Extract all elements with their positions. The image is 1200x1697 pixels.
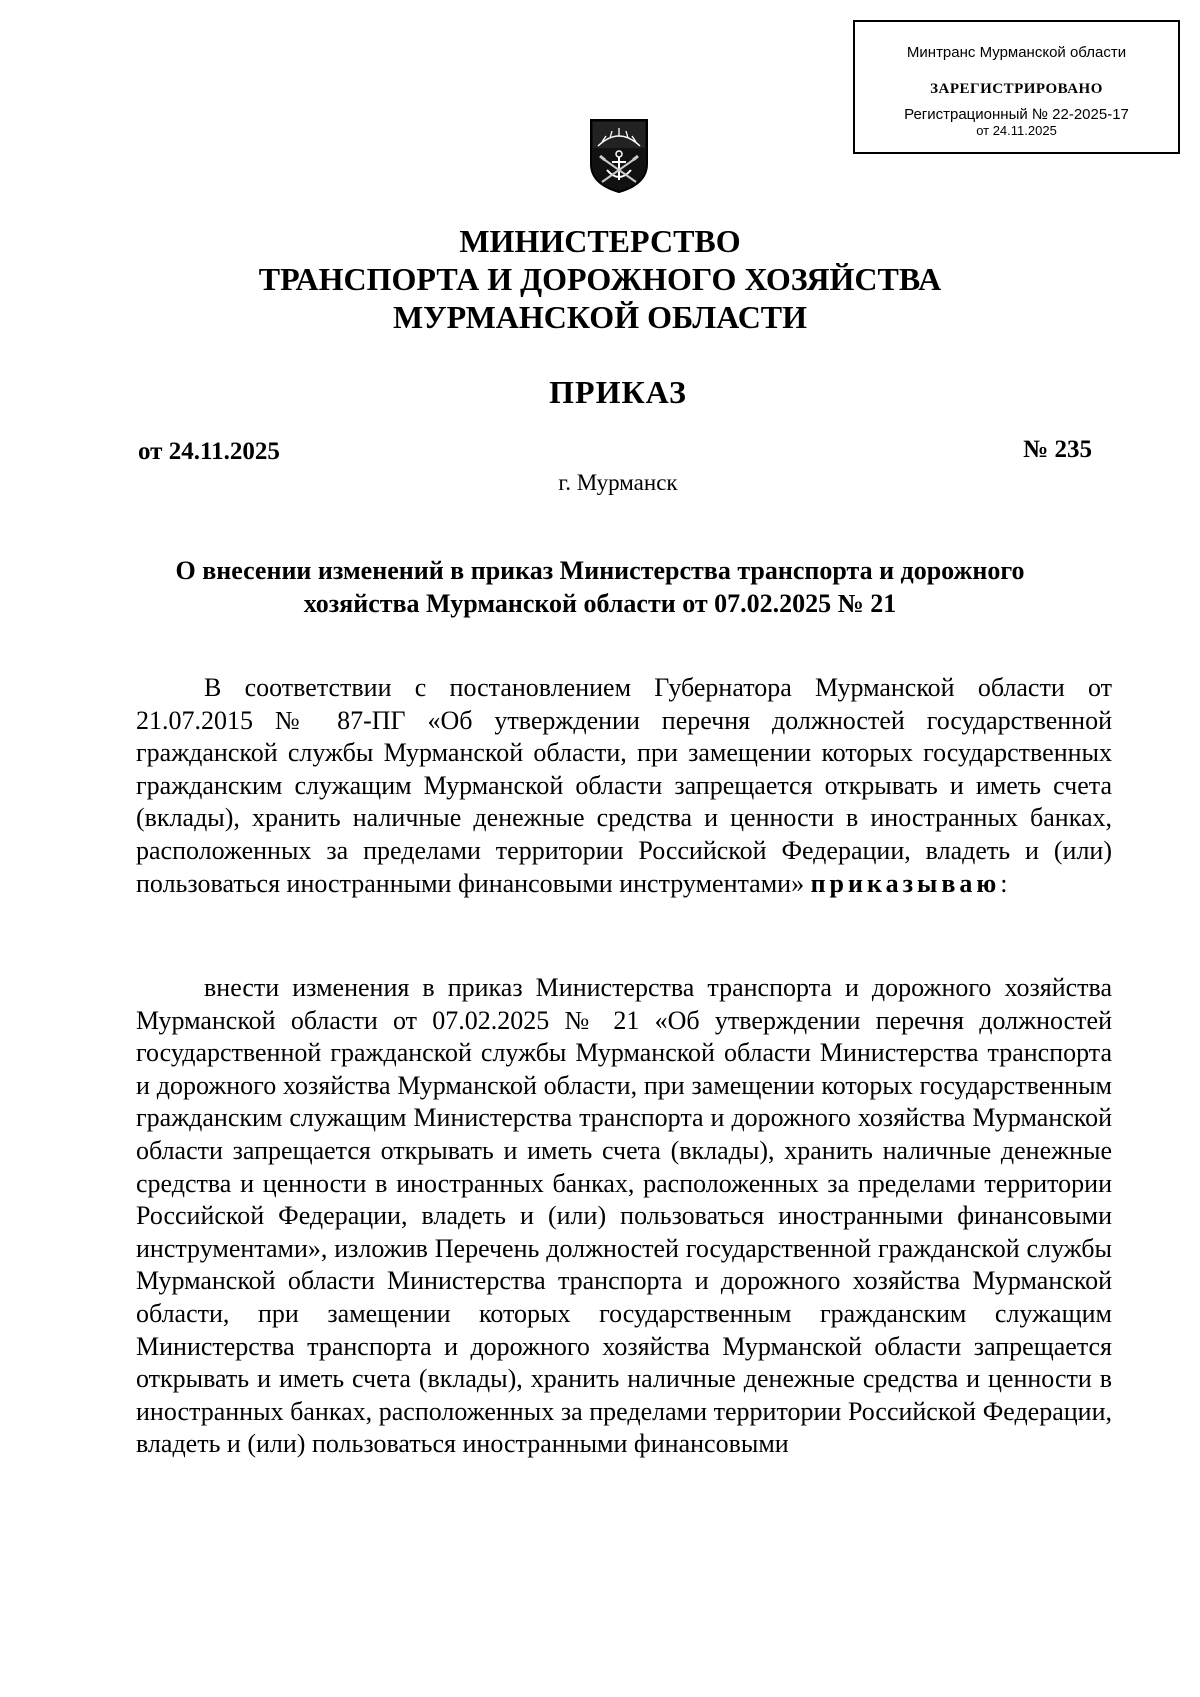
document-date: от 24.11.2025 — [138, 438, 280, 465]
registration-stamp — [853, 20, 1180, 154]
coat-of-arms-icon — [588, 118, 650, 194]
order-word: приказываю — [810, 868, 1001, 898]
stamp-organization: Минтранс Мурманской области — [906, 44, 1127, 61]
header-line-2: ТРАНСПОРТА И ДОРОЖНОГО ХОЗЯЙСТВА — [258, 261, 942, 297]
order-paragraph — [136, 972, 1112, 1461]
stamp-status: ЗАРЕГИСТРИРОВАНО — [930, 81, 1103, 97]
document-city: г. Мурманск — [558, 470, 678, 495]
document-subject: О внесении изменений в приказ Министерства транспорта и дорожного хозяйства Мурманской области от 07.02.2025 № 21 — [175, 556, 1025, 618]
stamp-registration-number: Регистрационный № 22-2025-17 — [904, 106, 1129, 123]
document-type: ПРИКАЗ — [549, 374, 687, 410]
header-line-1: МИНИСТЕРСТВО — [459, 223, 741, 259]
preamble-text: В соответствии с постановлением Губернатора Мурманской области от 21.07.2015 № 87-ПГ «Об утверждении перечня должностей государственной гражданской службы Мурманской области, при замещении которых государственных гражданским служащим Мурманской области запрещается открывать и иметь счета (вклады), хранить наличные денежные средства и ценности в иностранных банках, расположенных за пределами территории Российской Федерации, владеть и (или) пользоваться иностранными финансовыми инструментами» — [136, 673, 1112, 898]
header-line-3: МУРМАНСКОЙ ОБЛАСТИ — [392, 299, 808, 335]
preamble-paragraph — [136, 672, 1112, 900]
ministry-header — [0, 222, 1200, 336]
preamble-colon: : — [1000, 868, 1008, 898]
order-text: внести изменения в приказ Министерства транспорта и дорожного хозяйства Мурманской области от 07.02.2025 № 21 «Об утверждении перечня должностей государственной гражданской службы Мурманской области Министерства транспорта и дорожного хозяйства Мурманской области, при замещении которых государственным гражданским служащим Министерства транспорта и дорожного хозяйства Мурманской области запрещается открывать и иметь счета (вклады), хранить наличные денежные средства и ценности в иностранных банках, расположенных за пределами территории Российской Федерации, владеть и (или) пользоваться иностранными финансовыми инструментами», изложив Перечень должностей государственной гражданской службы Мурманской области Министерства транспорта и дорожного хозяйства Мурманской области, при замещении которых государственным гражданским служащим Министерства транспорта и дорожного хозяйства Мурманской области запрещается открывать и иметь счета (вклады), хранить наличные денежные средства и ценности в иностранных банках, расположенных за пределами территории Российской Федерации, владеть и (или) пользоваться иностранными финансовыми — [136, 973, 1112, 1459]
document-number: № 235 — [1023, 436, 1092, 463]
stamp-date: от 24.11.2025 — [976, 123, 1057, 138]
